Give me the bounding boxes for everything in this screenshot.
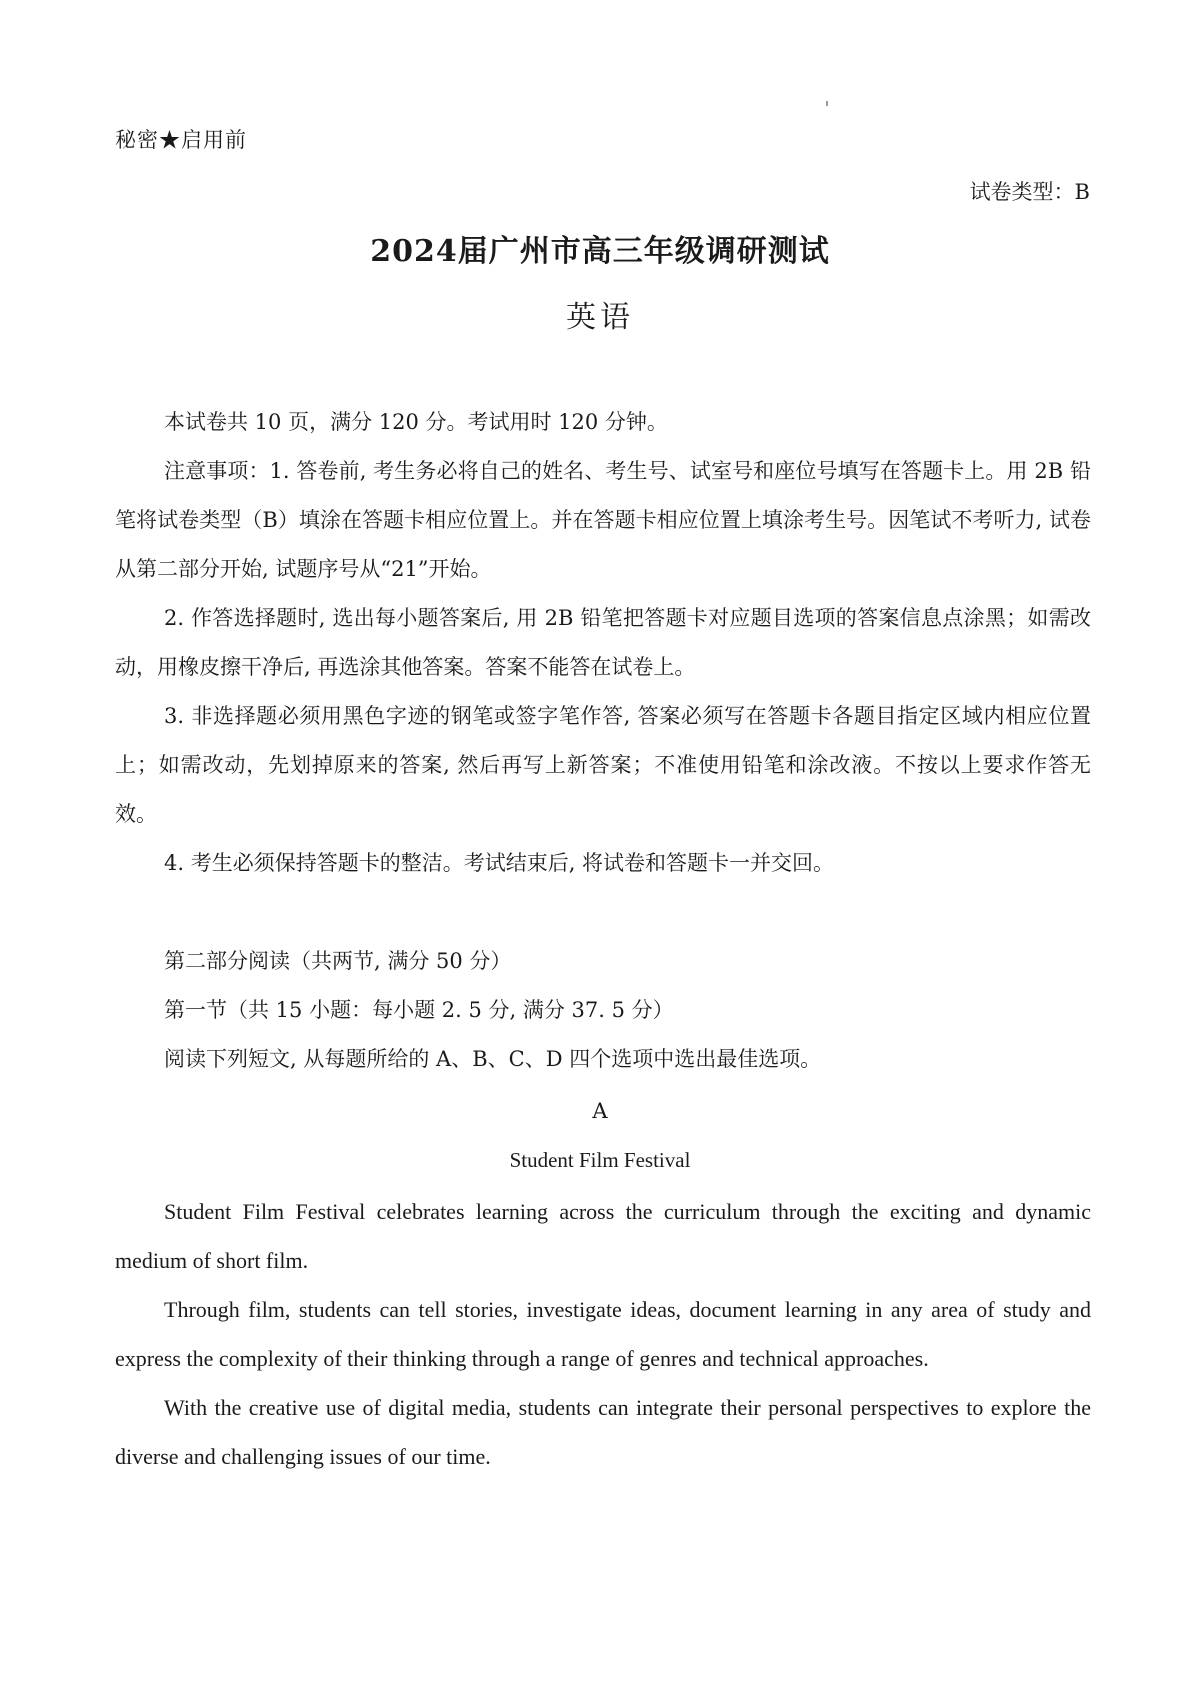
passage-body [115, 1187, 1091, 1481]
instruction-note-1: 注意事项：1. 答卷前, 考生务必将自己的姓名、考生号、试室号和座位号填写在答题卡上。用 2B 铅笔将试卷类型（B）填涂在答题卡相应位置上。并在答题卡相应位置上填涂考生号。因笔试不考听力, 试卷从第二部分开始, 试题序号从“21”开始。 [115, 459, 1091, 581]
passage-paragraph: Student Film Festival celebrates learning across the curriculum through the exciting and dynamic medium of short film. [115, 1199, 1091, 1273]
section-header-block [115, 937, 1091, 1084]
passage-title: Student Film Festival [509, 1148, 691, 1172]
instruction-note-3: 3. 非选择题必须用黑色字迹的钢笔或签字笔作答, 答案必须写在答题卡各题目指定区域内相应位置上；如需改动，先划掉原来的答案, 然后再写上新答案；不准使用铅笔和涂改液。不按以上要求作答无效。 [115, 704, 1091, 826]
instructions-block [115, 398, 1091, 888]
exam-subject: 英语 [566, 300, 634, 335]
exam-title: 2024届广州市高三年级调研测试 [370, 234, 830, 269]
passage-letter: A [592, 1099, 608, 1123]
confidential-label: 秘密★启用前 [115, 128, 247, 152]
scan-speck [826, 101, 828, 106]
exam-overview: 本试卷共 10 页，满分 120 分。考试用时 120 分钟。 [164, 410, 668, 434]
passage-paragraph: Through film, students can tell stories, investigate ideas, document learning in any area of study and express the complexity of their thinking through a range of genres and technical approaches. [115, 1297, 1091, 1371]
paper-type-label: 试卷类型：B [969, 180, 1090, 204]
instruction-note-2: 2. 作答选择题时, 选出每小题答案后, 用 2B 铅笔把答题卡对应题目选项的答案信息点涂黑；如需改动，用橡皮擦干净后, 再选涂其他答案。答案不能答在试卷上。 [115, 606, 1091, 679]
instruction-note-4: 4. 考生必须保持答题卡的整洁。考试结束后, 将试卷和答题卡一并交回。 [164, 851, 835, 875]
passage-paragraph: With the creative use of digital media, students can integrate their personal perspectives to explore the diverse and challenging issues of our time. [115, 1395, 1091, 1469]
reading-directions: 阅读下列短文, 从每题所给的 A、B、C、D 四个选项中选出最佳选项。 [164, 1047, 822, 1071]
part-heading: 第二部分阅读（共两节, 满分 50 分） [164, 949, 512, 973]
subsection-heading: 第一节（共 15 小题：每小题 2. 5 分, 满分 37. 5 分） [164, 998, 674, 1022]
